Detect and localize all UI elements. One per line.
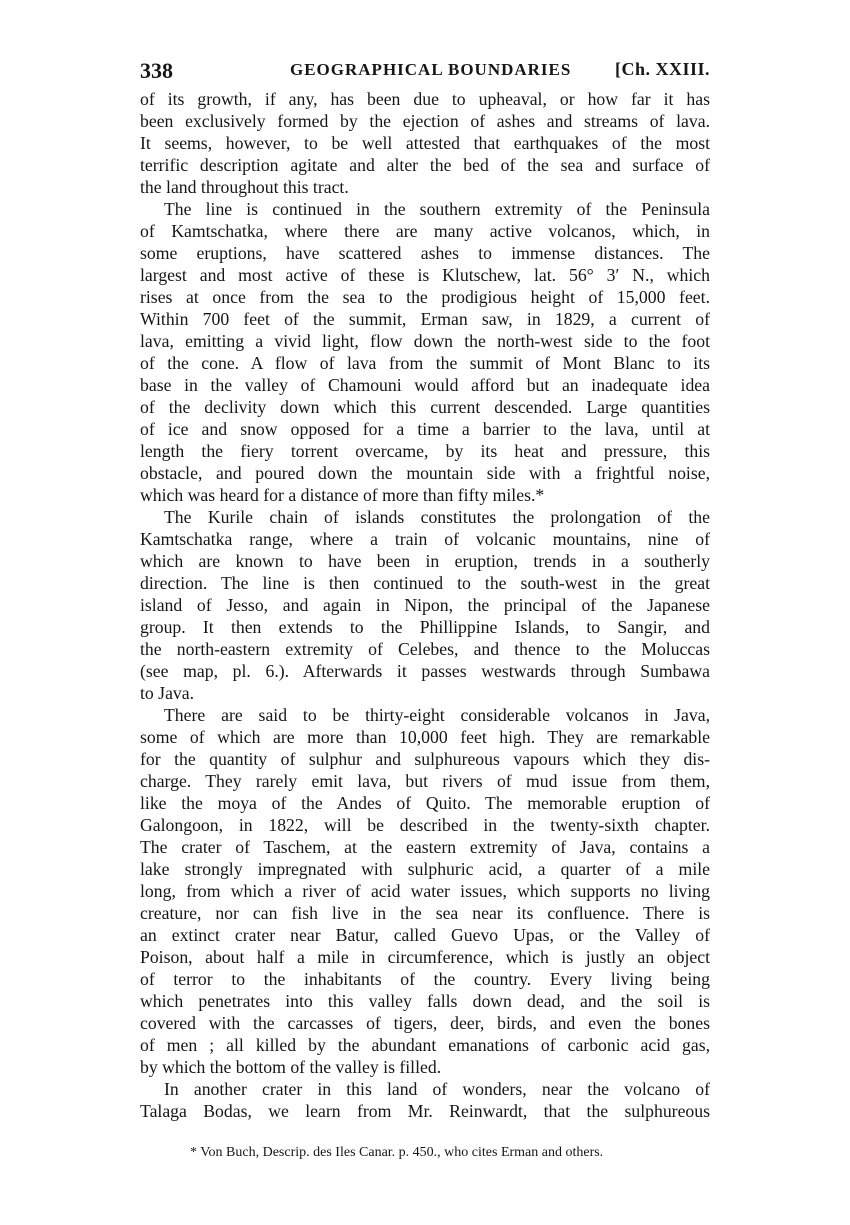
- text-line: creature, nor can fish live in the sea near its confluence. There is: [140, 903, 710, 923]
- text-line: for the quantity of sulphur and sulphureous vapours which they dis-: [140, 749, 710, 769]
- text-line: rises at once from the sea to the prodigious height of 15,000 feet.: [140, 287, 710, 307]
- chapter-reference: [Ch. XXIII.: [614, 59, 710, 79]
- text-line: which was heard for a distance of more than fifty miles.*: [140, 485, 545, 505]
- text-line: group. It then extends to the Phillippine Islands, to Sangir, and: [140, 617, 710, 637]
- page-number: 338: [140, 58, 173, 83]
- text-line: Kamtschatka range, where a train of volcanic mountains, nine of: [140, 529, 710, 549]
- footnote: * Von Buch, Descrip. des Iles Canar. p. 450., who cites Erman and others.: [190, 1145, 604, 1160]
- text-line: There are said to be thirty-eight considerable volcanos in Java,: [164, 705, 710, 725]
- text-line: charge. They rarely emit lava, but rivers of mud issue from them,: [140, 771, 710, 791]
- text-line: terrific description agitate and alter the bed of the sea and surface of: [140, 155, 710, 175]
- text-line: like the moya of the Andes of Quito. The memorable eruption of: [140, 793, 710, 813]
- text-line: largest and most active of these is Klutschew, lat. 56° 3′ N., which: [140, 265, 710, 285]
- running-title: GEOGRAPHICAL BOUNDARIES: [290, 60, 572, 79]
- text-line: of Kamtschatka, where there are many active volcanos, which, in: [140, 221, 710, 241]
- text-line: long, from which a river of acid water issues, which supports no living: [140, 881, 710, 901]
- text-line: direction. The line is then continued to the south-west in the great: [140, 573, 710, 593]
- text-line: (see map, pl. 6.). Afterwards it passes westwards through Sumbawa: [140, 661, 710, 681]
- text-line: base in the valley of Chamouni would afford but an inadequate idea: [140, 375, 710, 395]
- text-line: lake strongly impregnated with sulphuric acid, a quarter of a mile: [140, 859, 710, 879]
- text-line: The Kurile chain of islands constitutes the prolongation of the: [164, 507, 710, 527]
- text-line: Galongoon, in 1822, will be described in the twenty-sixth chapter.: [140, 815, 710, 835]
- text-line: Talaga Bodas, we learn from Mr. Reinwardt, that the sulphureous: [140, 1101, 710, 1121]
- text-line: of the cone. A flow of lava from the summit of Mont Blanc to its: [140, 353, 710, 373]
- text-line: obstacle, and poured down the mountain side with a frightful noise,: [140, 463, 710, 483]
- text-line: Within 700 feet of the summit, Erman saw, in 1829, a current of: [140, 309, 710, 329]
- text-line: In another crater in this land of wonders, near the volcano of: [164, 1079, 710, 1099]
- page-header: [138, 58, 710, 86]
- text-line: to Java.: [140, 683, 195, 703]
- text-line: of men ; all killed by the abundant emanations of carbonic acid gas,: [140, 1035, 710, 1055]
- text-line: been exclusively formed by the ejection of ashes and streams of lava.: [140, 111, 710, 131]
- text-line: by which the bottom of the valley is filled.: [140, 1057, 442, 1077]
- text-line: Poison, about half a mile in circumference, which is justly an object: [140, 947, 710, 967]
- text-line: of terror to the inhabitants of the country. Every living being: [140, 969, 710, 989]
- body-text: [140, 88, 710, 1122]
- text-line: an extinct crater near Batur, called Guevo Upas, or the Valley of: [140, 925, 710, 945]
- text-line: It seems, however, to be well attested that earthquakes of the most: [140, 133, 710, 153]
- text-line: some of which are more than 10,000 feet high. They are remarkable: [140, 727, 710, 747]
- text-line: length the fiery torrent overcame, by its heat and pressure, this: [140, 441, 710, 461]
- text-line: The crater of Taschem, at the eastern extremity of Java, contains a: [140, 837, 710, 857]
- text-line: the land throughout this tract.: [140, 177, 349, 197]
- text-line: of its growth, if any, has been due to upheaval, or how far it has: [140, 89, 710, 109]
- text-line: which are known to have been in eruption, trends in a southerly: [140, 551, 710, 571]
- text-line: covered with the carcasses of tigers, deer, birds, and even the bones: [140, 1013, 710, 1033]
- text-line: which penetrates into this valley falls down dead, and the soil is: [140, 991, 710, 1011]
- text-line: some eruptions, have scattered ashes to immense distances. The: [140, 243, 710, 263]
- text-line: island of Jesso, and again in Nipon, the principal of the Japanese: [140, 595, 710, 615]
- text-line: The line is continued in the southern extremity of the Peninsula: [164, 199, 710, 219]
- text-line: of the declivity down which this current descended. Large quantities: [140, 397, 710, 417]
- text-line: of ice and snow opposed for a time a barrier to the lava, until at: [140, 419, 710, 439]
- text-line: the north-eastern extremity of Celebes, and thence to the Moluccas: [140, 639, 710, 659]
- text-line: lava, emitting a vivid light, flow down the north-west side to the foot: [140, 331, 710, 351]
